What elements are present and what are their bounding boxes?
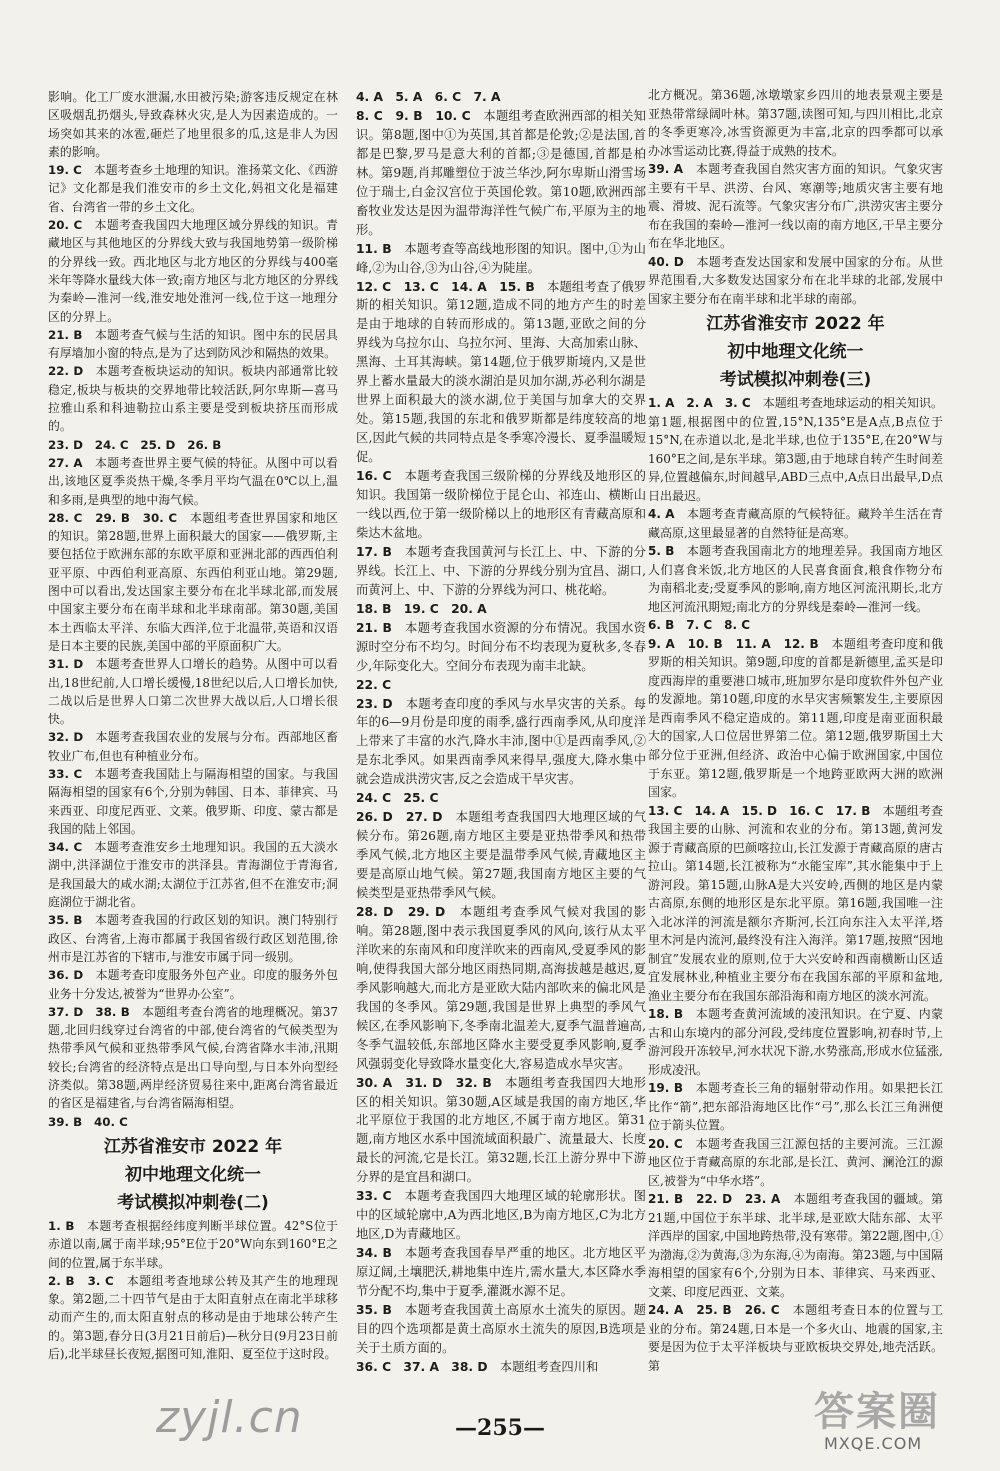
- section-title: [48, 1135, 338, 1215]
- answer-text: 本题组考查地球运动的相关知识。第1题,根据图中的位置,15°N,135°E是A点,B点位于15°N,在赤道以北,是北半球,也位于135°E,在20°W与160°E之间,是东半球。第3题,由于地球自转产生时间差异,位置越偏东,时间越早,ABD三点中,A点日出最早,D点日出最迟。: [648, 396, 943, 503]
- answer-number: 22. C: [356, 677, 392, 692]
- answer-number: 1. B: [48, 1218, 75, 1233]
- answer-number: 33. C: [48, 766, 83, 781]
- answer-text: 本题考查长三角的辐射带动作用。如果把长江比作“箭”,把东部沿海地区比作“弓”,那么长江三角洲便位于箭头位置。: [648, 1081, 943, 1133]
- answer-number: 11. B: [356, 241, 392, 256]
- answer-text: 本题考查等高线地形图的知识。图中,①为山峰,②为山谷,③为山谷,④为陡崖。: [356, 241, 646, 275]
- watermark-site: MXQE.COM: [824, 1434, 923, 1453]
- answer-item: [48, 362, 338, 435]
- answer-number: 28. D 29. D: [356, 904, 446, 919]
- answer-number: 18. B 19. C 20. A: [356, 601, 487, 616]
- answer-number: 39. A: [648, 162, 684, 177]
- answer-item: [356, 1187, 646, 1244]
- watermark-zyjl-logo: [156, 1392, 303, 1443]
- answer-number: 34. B: [356, 1246, 392, 1261]
- answer-number: 21. B 22. D 23. A: [648, 1192, 781, 1207]
- answer-text: 本题组考查印度和俄罗斯的相关知识。第9题,印度的首都是新德里,孟买是印度西海岸的重要港口城市,班加罗尔是印度软件外包产业的发源地。第10题,印度的水旱灾害频繁发生,主要原因是西南季风不稳定造成的。第11题,印度是南亚面积最大的国家,人口位居世界第二位。第12题,俄罗斯国土大部分位于亚洲,但经济、政治中心偏于欧洲国家,中国位于东亚。第12题,俄罗斯是一个地跨亚欧两大洲的欧洲国家。: [648, 636, 943, 800]
- answer-item: [48, 966, 338, 1003]
- answer-text: 本题组考查日本的位置与工业的分布。第24题,日本是一个多火山、地震的国家,主要是因为位于太平洋板块与亚欧板块交界处,地壳活跃。第: [648, 1303, 943, 1373]
- watermark-mark: 答案圈: [814, 1389, 940, 1435]
- answer-number: 13. C 14. A 15. D 16. C 17. B: [648, 803, 871, 818]
- answer-item: [48, 655, 338, 728]
- answer-item: [48, 838, 338, 911]
- answer-number: 30. A 31. D 32. B: [356, 1075, 492, 1090]
- answer-number: 28. C 29. B 30. C: [48, 510, 178, 525]
- answer-number: 39. B 40. C: [48, 1114, 128, 1129]
- answer-number: 2. B 3. C: [48, 1273, 114, 1288]
- answer-number: 23. D 24. C 25. D 26. B: [48, 437, 222, 452]
- answer-item: [648, 1079, 943, 1135]
- answer-number: 27. A: [48, 455, 83, 470]
- answer-text: 本题考查我国春旱严重的地区。北方地区平原辽阔,土壤肥沃,耕地集中连片,需水量大,本区降水季节分配不均,集中于夏季,灌溉水源不足。: [356, 1246, 646, 1299]
- answer-number: 19. C: [48, 163, 82, 178]
- answer-item: [648, 394, 943, 505]
- answer-number: 32. D: [48, 730, 84, 745]
- column-middle: [356, 88, 646, 1377]
- column-left: [48, 88, 338, 1363]
- answer-text: 本题考查根据经纬度判断半球位置。42°S位于赤道以南,属于南半球;95°E位于20°W向东到160°E之间的位置,属于东半球。: [48, 1218, 338, 1270]
- answer-item: [48, 509, 338, 655]
- answer-item: [356, 1244, 646, 1301]
- answer-text: 本题考查气候与生活的知识。图中东的民居具有厚墙加小窗的特点,是为了达到防风沙和隔热的效果。: [48, 327, 339, 361]
- answer-item: [356, 600, 646, 619]
- answer-text: 本题考查淮安乡土地理知识。我国的五大淡水湖中,洪泽湖位于淮安市的洪泽县。青海湖位于青海省,是我国最大的咸水湖;太湖位于江苏省,但不在淮安市;洞庭湖位于湖北省。: [48, 840, 339, 910]
- section-title: [648, 312, 943, 392]
- answer-item: [48, 216, 338, 326]
- answer-item: [48, 326, 338, 363]
- answer-text: 本题考查我国水资源的分布情况。我国水资源时空分布不均匀。时间分布不均表现为夏秋多,冬春少,年际变化大。空间分布表现为南丰北缺。: [356, 620, 646, 673]
- answer-number: 5. B: [648, 544, 675, 559]
- answer-number: 35. B: [48, 913, 83, 928]
- answer-text: 本题组考查我国的疆域。第21题,中国位于东半球、北半球,是亚欧大陆东部、太平洋西岸的国家,中国地跨热带,没有寒带。第22题,图中,①为渤海,②为黄海,③为东海,④为南海。第23题,与中国隔海相望的国家有6个,分别为日本、菲律宾、马来西亚、文莱、印度尼西亚、文莱。: [648, 1192, 943, 1299]
- answer-text: 本题考查发达国家和发展中国家的分布。从世界范围看,大多数发达国家分布在北半球的北部,发展中国家主要分布在南半球和北半球的南部。: [648, 254, 943, 306]
- answer-number: 16. C: [356, 469, 392, 484]
- answer-number: 6. B 7. C 8. C: [648, 618, 751, 633]
- answer-text: 本题考查我国黄河与长江上、中、下游的分界线。长江上、中、下游的分界线分别为宜昌、湖口,而黄河上、中、下游的分界线为河口、桃花峪。: [356, 544, 646, 597]
- answer-number: 18. B: [648, 1007, 683, 1022]
- answer-text: 本题组考查四川和: [499, 1359, 599, 1374]
- answer-number: 24. C 25. C: [356, 791, 439, 806]
- answer-text: 本题考查我国黄土高原水土流失的原因。题目的四个选项都是黄土高原水土流失的原因,B选项是关于土质方面的。: [356, 1303, 646, 1355]
- answer-item: [48, 1113, 338, 1131]
- answer-item: [648, 1135, 943, 1191]
- answer-number: 36. D: [48, 968, 84, 983]
- answer-text: 本题组考查我国四大地理区域的气候分布。第26题,南方地区主要是亚热带季风和热带季风气候,北方地区主要是温带季风气候,青藏地区主要是高原山地气候。第27题,我国南方地区主要的气候类型是亚热带季风气候。: [356, 810, 646, 901]
- section-title-line: 初中地理文化统一: [125, 1164, 261, 1185]
- answer-item: [648, 1005, 943, 1079]
- answer-item: [648, 542, 943, 616]
- answer-number: 31. D: [48, 657, 84, 672]
- answer-text: 本题考查我国四大地理区域分界线的知识。青藏地区与其他地区的分界线大致与我国地势第一级阶梯的分界线一致。西北地区与北方地区的分界线与400毫米年等降水量线大体一致;南方地区与北方地区的分界线为秦岭—淮河一线,淮安地处淮河一线,位于这一地理分区的分界上。: [48, 218, 339, 324]
- answer-item: [356, 543, 646, 600]
- answer-text: 本题考查世界人口增长的趋势。从图中可以看出,18世纪前,人口增长缓慢,18世纪以后,人口增长加快,二战以后是世界人口第二次世界大战以后,人口增长很快。: [48, 657, 339, 727]
- answer-text: 本题考查板块运动的知识。板块内部通常比较稳定,板块与板块的交界地带比较活跃,阿尔卑斯—喜马拉雅山系和科迪勒拉山系主要是受到板块挤压而形成的。: [48, 364, 339, 434]
- answer-item: [648, 505, 943, 542]
- answer-text: 本题组考查我国主要的山脉、河流和农业的分布。第13题,黄河发源于青藏高原的巴颜喀拉山,长江发源于青藏高原的唐古拉山。第14题,长江被称为“水能宝库”,其水能集中于上游河段。第15题,山脉A是大兴安岭,西侧的地区是内蒙古高原,东侧的地形区是东北平原。第16题,我国唯一注入北冰洋的河流是额尔齐斯河,长江向东注入太平洋,塔里木河是内流河,最终没有注入海洋。第17题,按照“因地制宜”发展农业的原则,位于大兴安岭和西南横断山区适宜发展林业,种植业主要分布在我国东部的平原和盆地,渔业主要分布在我国东部沿海和南方地区的淡水河流。: [648, 803, 943, 1003]
- answer-text: 本题组考查我国四大地形区的相关知识。第30题,A区域是我国的南方地区,华北平原位于我国的北方地区,不属于南方地区。第31题,南方地区水系中国流域面积最广、流量最大、长度最长的河流,它是长江。第32题,长江上游分界中下游分界的是宜昌和湖口。: [356, 1075, 646, 1185]
- answer-text: 本题考查世界主要气候的特征。从图中可以看出,该地区夏季炎热干燥,冬季月平均气温在0℃以上,温和多雨,是典型的地中海气候。: [48, 455, 338, 507]
- answer-item: [356, 88, 646, 107]
- answer-item: [48, 454, 338, 509]
- answer-item: [648, 616, 943, 635]
- answer-number: 19. B: [648, 1081, 683, 1096]
- answer-number: 23. D: [356, 696, 393, 711]
- answer-number: 40. D: [648, 254, 684, 269]
- answer-item: [48, 88, 338, 161]
- answer-item: [648, 1301, 943, 1375]
- answer-number: 37. D 38. B: [48, 1004, 130, 1019]
- answer-item: [356, 808, 646, 903]
- answer-number: 20. C: [48, 218, 83, 233]
- answer-number: 17. B: [356, 544, 392, 559]
- answer-text: 本题组考查欧洲西部的相关知识。第8题,图中①为英国,其首都是伦敦;②是法国,首都是巴黎,罗马是意大利的首都;③是德国,首都是柏林。第9题,肖邦雕塑位于波兰华沙,阿尔卑斯山滑雪场位于瑞士,白金汉宫位于英国伦敦。第10题,欧洲西部畜牧业发达是因为温带海洋性气候广布,平原为主的地形。: [356, 108, 646, 237]
- answer-text: 本题考查我国四大地理区域的轮廓形状。图中的区域轮廓中,A为西北地区,B为南方地区,C为北方地区,D为青藏地区。: [356, 1189, 646, 1242]
- answer-number: 36. C 37. A 38. D: [356, 1359, 488, 1374]
- answer-text: 本题考查我国农业的发展与分布。西部地区畜牧业广布,但也有种植业分布。: [48, 730, 339, 763]
- answer-number: 34. C: [48, 840, 83, 855]
- answer-text: 本题考查乡土地理的知识。淮扬菜文化、《西游记》文化都是我们淮安市的乡土文化,妈祖文化是福建省、台湾省一带的乡土文化。: [48, 163, 339, 214]
- answer-text: 本题考查我国三级阶梯的分界线及地形区的知识。我国第一级阶梯位于昆仑山、祁连山、横断山一线以西,位于第一级阶梯以上的地形区有青藏高原和柴达木盆地。: [356, 469, 646, 540]
- answer-item: [648, 160, 943, 253]
- answer-text: 本题考查我国三江源包括的主要河流。三江源地区位于青藏高原的东北部,是长江、黄河、澜沧江的源区,被誉为“中华水塔”。: [648, 1136, 943, 1188]
- watermark-mxqe-logo: [810, 1380, 970, 1460]
- answer-text: 本题组考查了俄罗斯的相关知识。第12题,造成不同的地方产生的时差是由于地球的自转而形成的。第13题,亚欧之间的分界线为乌拉尔山、乌拉尔河、里海、大高加索山脉、黑海、土耳其海峡。第14题,位于俄罗斯境内,又是世界上蓄水量最大的淡水湖泊是贝加尔湖,苏必利尔湖是世界上面积最大的淡水湖,位于美国与加拿大的交界处。第15题,我国的东北和俄罗斯都是纬度较高的地区,因此气候的共同特点是冬季寒冷漫长、夏季温暖短促。: [356, 279, 646, 465]
- answer-number: 21. B: [356, 620, 392, 635]
- answer-item: [48, 911, 338, 966]
- answer-text: 本题组考查季风气候对我国的影响。第28题,图中表示我国夏季风的风向,该行从太平洋吹来的东南风和印度洋吹来的西南风,受夏季风的影响,使得我国大部分地区雨热同期,高海拔越是越迟,夏季风影响越大,而北方是亚欧大陆内部吹来的偏北风是我国的冬季风。第29题,我国是世界上典型的季风气候区,在季风影响下,冬季南北温差大,夏季气温普遍高,冬季气温较低,东部地区降水主要受夏季风影响,夏季风强弱变化导致降水量变化大,容易造成水旱灾害。: [356, 904, 646, 1071]
- answer-text: 本题考查我国自然灾害方面的知识。气象灾害主要有干旱、洪涝、台风、寒潮等;地质灾害主要有地震、滑坡、泥石流等。气象灾害分布广,洪涝灾害主要分布在我国的秦岭—淮河一线以南的南方地区,干旱主要分布在华北地区。: [648, 162, 943, 251]
- answer-item: [356, 789, 646, 808]
- answer-number: 33. C: [356, 1189, 392, 1204]
- answer-item: [48, 765, 338, 838]
- answer-item: [356, 107, 646, 240]
- answer-item: [356, 1074, 646, 1188]
- section-title-line: 考试模拟冲刺卷(三): [719, 370, 872, 391]
- answer-number: 21. B: [48, 327, 83, 342]
- answer-text: 本题考查黄河流域的凌汛知识。在宁夏、内蒙古和山东境内的部分河段,受纬度位置影响,初春时节,上游河段开冻较早,河水状况下游,水势涨高,形成水位猛涨,形成凌汛。: [648, 1007, 943, 1077]
- answer-item: [648, 1190, 943, 1301]
- answer-text: 本题考查印度的季风与水旱灾害的关系。每年的6—9月份是印度的雨季,盛行西南季风,从印度洋上带来了丰富的水汽,降水丰沛,图中①是西南季风,②是东北季风。如果西南季风来得早,强度大,降水集中就会造成洪涝灾害,反之会造成干旱灾害。: [356, 696, 646, 787]
- answer-item: [356, 278, 646, 468]
- watermark-zyjl-text: zyjl.cn: [156, 1392, 303, 1443]
- answer-item: [48, 161, 338, 216]
- answer-item: [48, 1003, 338, 1113]
- answer-text: 本题组考查台湾省的地理概况。第37题,北回归线穿过台湾省的中部,使台湾省的气候类型为热带季风气候和亚热带季风气候,台湾省降水丰沛,汛期较长;台湾省的经济特点是出口导向型,与日本外向型经济类似。第38题,两岸经济贸易往来中,距离台湾省最近的省区是福建省,与台湾省隔海相望。: [48, 1004, 339, 1111]
- answer-item: [356, 903, 646, 1074]
- answer-text: 本题考查青藏高原的气候特征。藏羚羊生活在青藏高原,这里最显著的自然特征是高寒。: [648, 507, 943, 540]
- answer-item: [48, 436, 338, 454]
- answer-number: 9. A 10. B 11. A 12. B: [648, 636, 819, 651]
- answer-item: [48, 1217, 338, 1272]
- answer-number: 24. A 25. B 26. C: [648, 1303, 780, 1318]
- answer-text: 影响。化工厂废水泄漏,水田被污染;游客违反规定在林区吸烟乱扔烟头,导致森林火灾,是人为因素造成的。一场突如其来的冰雹,砸烂了地里很多的瓜,这是非人为因素的影响。: [48, 90, 338, 159]
- answer-item: [356, 695, 646, 790]
- answer-item: [356, 467, 646, 543]
- answer-item: [48, 728, 338, 765]
- section-title-line: 江苏省淮安市 2022 年: [103, 1136, 283, 1157]
- answer-number: 22. D: [48, 364, 84, 379]
- answer-text: 本题考查印度服务外包产业。印度的服务外包业务十分发达,被誉为“世界办公室”。: [48, 968, 339, 1001]
- answer-text: 本题组考查世界国家和地区的知识。第28题,世界上面积最大的国家——俄罗斯,主要包括位于欧洲东部的东欧平原和亚洲北部的西西伯利亚平原、中西伯利亚高原、东西伯利亚山地。第29题,图中可以看出,发达国家主要分布在北半球北部,而发展中国家主要分布在南半球和北半球南部。第30题,美国本土西临太平洋、东临大西洋,位于北温带,英语和汉语是日本主要的民族,美国中部的平原面积广大。: [48, 510, 338, 653]
- column-right: [648, 86, 943, 1376]
- section-title-line: 初中地理文化统一: [727, 342, 864, 363]
- section-title-line: 考试模拟冲刺卷(二): [117, 1192, 269, 1213]
- answer-item: [648, 86, 943, 160]
- answer-item: [356, 1301, 646, 1358]
- answer-item: [356, 1358, 646, 1377]
- answer-number: 4. A: [648, 507, 675, 522]
- answer-text: 本题考查我国南北方的地理差异。我国南方地区人们喜食米饭,北方地区的人民喜食面食,粮食作物分布为南稻北麦;受夏季风的影响,南方地区河流汛期长,北方地区河流汛期短;南北方的分界线是秦岭—淮河一线。: [648, 544, 943, 614]
- answer-text: 本题考查我国的行政区划的知识。澳门特别行政区、台湾省,上海市都属于我国省级行政区划范围,徐州市是江苏省的下辖市,与淮安市属于同一级别。: [48, 913, 339, 964]
- answer-number: 26. D 27. D: [356, 810, 443, 825]
- answer-item: [48, 1272, 338, 1363]
- answer-item: [356, 676, 646, 695]
- answer-item: [648, 253, 943, 309]
- answer-item: [356, 240, 646, 278]
- answer-number: 35. B: [356, 1303, 392, 1317]
- section-title-line: 江苏省淮安市 2022 年: [706, 314, 885, 335]
- answer-item: [648, 635, 943, 802]
- answer-text: 北方概况。第36题,冰墩墩家乡四川的地表景观主要是亚热带常绿阔叶林。第37题,读图可知,与四川相比,北京的冬季更寒冷,冰雪资源更为丰富,北京的四季都可以承办冰雪运动比赛,得益于成熟的技术。: [648, 88, 943, 158]
- answer-number: 12. C 13. C 14. A 15. B: [356, 279, 535, 294]
- answer-item: [356, 619, 646, 676]
- answer-number: 1. A 2. A 3. C: [648, 396, 751, 411]
- answer-text: 本题考查我国陆上与隔海相望的国家。与我国隔海相望的国家有6个,分别为韩国、日本、菲律宾、马来西亚、印度尼西亚、文莱。俄罗斯、印度、蒙古都是我国的陆上邻国。: [48, 766, 339, 836]
- answer-number: 20. C: [648, 1136, 683, 1151]
- answer-number: 4. A 5. A 6. C 7. A: [356, 90, 501, 104]
- answer-text: 本题组考查地球公转及其产生的地理现象。第2题,二十四节气是由于太阳直射点在南北半球移动而产生的,而太阳直射点的移动是由于地球公转产生的。第3题,春分日(3月21日前后)—秋分日(9月23日前后),北半球昼长夜短,据图可知,淮阳、夏至位于这时段。: [48, 1273, 339, 1361]
- page-number: —255—: [455, 1415, 545, 1441]
- answer-number: 8. C 9. B 10. C: [356, 108, 471, 123]
- answer-item: [648, 802, 943, 1006]
